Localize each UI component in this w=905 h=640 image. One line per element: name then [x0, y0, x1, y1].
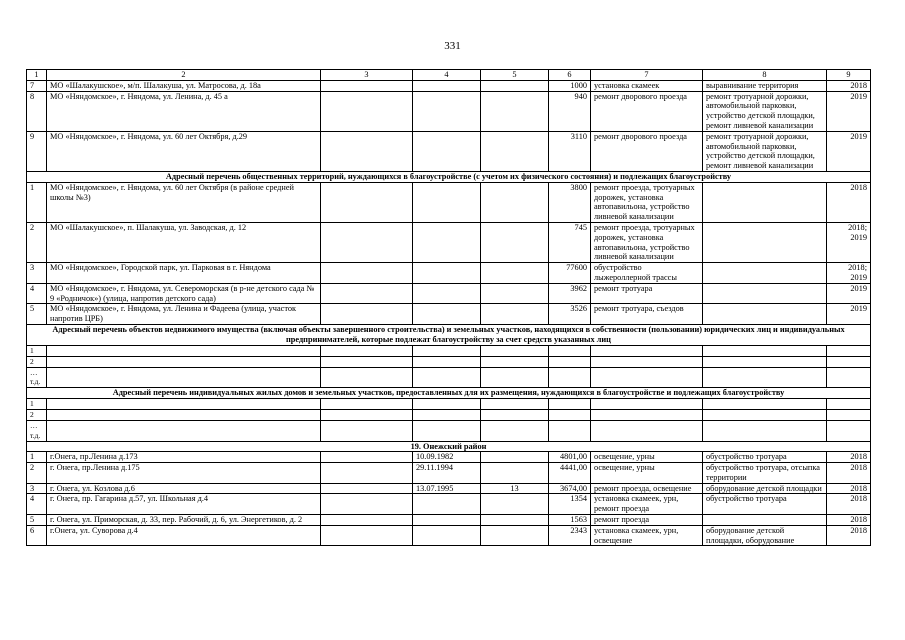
- table-cell: МО «Шалакушское», м/п. Шалакуша, ул. Матросова, д. 18а: [47, 80, 321, 91]
- column-number: 6: [549, 70, 591, 81]
- table-cell: [321, 525, 413, 546]
- table-cell: 2018: [827, 525, 871, 546]
- table-cell: 2018: [827, 483, 871, 494]
- table-cell: [481, 525, 549, 546]
- column-number: 3: [321, 70, 413, 81]
- table-cell: [413, 283, 481, 304]
- table-cell: 2018: [827, 182, 871, 222]
- table-cell: 2019: [827, 91, 871, 131]
- table-cell: [481, 263, 549, 284]
- table-cell: [321, 463, 413, 484]
- table-cell: 3674,00: [549, 483, 591, 494]
- table-cell: 4441,00: [549, 463, 591, 484]
- table-cell: 13.07.1995: [413, 483, 481, 494]
- table-cell: [321, 263, 413, 284]
- table-cell: МО «Шалакушское», п. Шалакуша, ул. Заводская, д. 12: [47, 222, 321, 262]
- table-cell: …т.д.: [27, 420, 47, 441]
- table-cell: 4801,00: [549, 452, 591, 463]
- table-cell: [413, 356, 481, 367]
- table-cell: 13: [481, 483, 549, 494]
- table-cell: [47, 398, 321, 409]
- table-cell: [703, 222, 827, 262]
- empty-row: [27, 409, 871, 420]
- table-cell: [481, 182, 549, 222]
- table-cell: [703, 263, 827, 284]
- table-cell: 1: [27, 398, 47, 409]
- table-cell: [413, 222, 481, 262]
- table-cell: [827, 356, 871, 367]
- table-cell: [413, 91, 481, 131]
- table-cell: ремонт проезда, тротуарных дорожек, установка автопавильона, устройство ливневой канализации: [591, 222, 703, 262]
- section-heading-row: [27, 171, 871, 182]
- table-cell: 3962: [549, 283, 591, 304]
- table-row: [27, 483, 871, 494]
- table-row: [27, 222, 871, 262]
- table-cell: [321, 283, 413, 304]
- table-cell: 3110: [549, 131, 591, 171]
- table-cell: [591, 398, 703, 409]
- table-cell: 10.09.1982: [413, 452, 481, 463]
- table-row: [27, 463, 871, 484]
- table-cell: [481, 131, 549, 171]
- section-heading: Адресный перечень индивидуальных жилых домов и земельных участков, предоставленных для их размещения, нуждающихся в благоустройстве и подлежащих благоустройству: [27, 388, 871, 399]
- column-number: 1: [27, 70, 47, 81]
- table-cell: [481, 515, 549, 526]
- table-cell: [47, 409, 321, 420]
- column-number: 2: [47, 70, 321, 81]
- table-cell: [827, 345, 871, 356]
- table-cell: г. Онега, пр. Гагарина д.57, ул. Школьная д.4: [47, 494, 321, 515]
- table-cell: [321, 182, 413, 222]
- table-cell: [827, 409, 871, 420]
- table-cell: 6: [27, 525, 47, 546]
- column-number: 5: [481, 70, 549, 81]
- table-cell: МО «Няндомское», Городской парк, ул. Парковая в г. Няндома: [47, 263, 321, 284]
- table-cell: [321, 367, 413, 388]
- table-cell: [703, 182, 827, 222]
- section-heading: 19. Онежский район: [27, 441, 871, 452]
- empty-row: [27, 398, 871, 409]
- table-cell: МО «Няндомское», г. Няндома, ул. 60 лет Октября, д.29: [47, 131, 321, 171]
- table-cell: [481, 356, 549, 367]
- empty-row: [27, 367, 871, 388]
- table-cell: [549, 367, 591, 388]
- table-cell: г. Онега, ул. Приморская, д. 33, пер. Рабочий, д. 6, ул. Энергетиков, д. 2: [47, 515, 321, 526]
- table-cell: установка скамеек: [591, 80, 703, 91]
- table-row: [27, 452, 871, 463]
- table-cell: [481, 367, 549, 388]
- table-cell: выравнивание территория: [703, 80, 827, 91]
- table-cell: [413, 409, 481, 420]
- table-row: [27, 304, 871, 325]
- table-cell: 9: [27, 131, 47, 171]
- table-cell: 1000: [549, 80, 591, 91]
- table-cell: установка скамеек, урн, освещение: [591, 525, 703, 546]
- table-cell: обустройство тротуара, отсыпка территории: [703, 463, 827, 484]
- section-heading-row: [27, 441, 871, 452]
- column-number: 4: [413, 70, 481, 81]
- improvement-table: [26, 69, 871, 546]
- table-cell: [549, 345, 591, 356]
- section-heading: Адресный перечень общественных территорий, нуждающихся в благоустройстве (с учетом их физического состояния) и подлежащих благоустройству: [27, 171, 871, 182]
- table-cell: ремонт тротуарной дорожки, автомобильной парковки, устройство детской площадки, ремонт ливневой канализации: [703, 131, 827, 171]
- column-number-row: [27, 70, 871, 81]
- table-cell: ремонт тротуара, съездов: [591, 304, 703, 325]
- table-cell: [481, 345, 549, 356]
- table-cell: [47, 420, 321, 441]
- table-cell: 1354: [549, 494, 591, 515]
- table-cell: 3: [27, 483, 47, 494]
- table-cell: оборудование детской площадки: [703, 483, 827, 494]
- table-cell: [827, 398, 871, 409]
- table-cell: г.Онега, пр.Ленина д.173: [47, 452, 321, 463]
- table-cell: 2019: [827, 304, 871, 325]
- table-cell: [481, 420, 549, 441]
- table-cell: [47, 345, 321, 356]
- table-cell: [321, 131, 413, 171]
- table-cell: [549, 356, 591, 367]
- table-cell: 3: [27, 263, 47, 284]
- table-cell: 2018: [827, 515, 871, 526]
- table-cell: освещение, урны: [591, 463, 703, 484]
- table-cell: [703, 283, 827, 304]
- section-heading: Адресный перечень объектов недвижимого имущества (включая объекты завершенного строительства) и земельных участков, находящихся в собственности (пользовании) юридических лиц и индивидуальных предпринимателей, которые подлежат благоустройству за счет средств указанных лиц: [27, 324, 871, 345]
- table-cell: [47, 367, 321, 388]
- table-cell: 3526: [549, 304, 591, 325]
- table-row: [27, 525, 871, 546]
- table-cell: 1: [27, 452, 47, 463]
- table-cell: [481, 80, 549, 91]
- table-cell: [481, 494, 549, 515]
- table-cell: ремонт тротуара: [591, 283, 703, 304]
- table-cell: [481, 452, 549, 463]
- table-cell: МО «Няндомское», г. Няндома, ул. 60 лет Октября (в районе средней школы №3): [47, 182, 321, 222]
- table-cell: 2018; 2019: [827, 222, 871, 262]
- table-cell: 2018: [827, 80, 871, 91]
- page-number: 331: [444, 40, 461, 52]
- table-cell: [703, 398, 827, 409]
- table-cell: [703, 345, 827, 356]
- table-cell: оборудование детской площадки, оборудование: [703, 525, 827, 546]
- table-cell: [413, 345, 481, 356]
- table-cell: [413, 398, 481, 409]
- table-cell: 1: [27, 182, 47, 222]
- table-cell: 1: [27, 345, 47, 356]
- table-cell: [413, 263, 481, 284]
- table-cell: [321, 356, 413, 367]
- table-cell: [413, 367, 481, 388]
- table-cell: 8: [27, 91, 47, 131]
- table-cell: 2: [27, 463, 47, 484]
- table-cell: [321, 80, 413, 91]
- table-cell: обустройство тротуара: [703, 494, 827, 515]
- table-cell: 2018: [827, 494, 871, 515]
- table-cell: 5: [27, 515, 47, 526]
- table-row: [27, 263, 871, 284]
- table-cell: [591, 420, 703, 441]
- table-cell: [321, 515, 413, 526]
- table-row: [27, 182, 871, 222]
- table-cell: 2: [27, 222, 47, 262]
- table-cell: г.Онега, ул. Суворова д.4: [47, 525, 321, 546]
- table-row: [27, 283, 871, 304]
- table-cell: [47, 356, 321, 367]
- table-cell: [321, 345, 413, 356]
- table-cell: г. Онега, пр.Ленина д.175: [47, 463, 321, 484]
- table-cell: ремонт проезда, тротуарных дорожек, установка автопавильона, устройство ливневой канализации: [591, 182, 703, 222]
- table-cell: 745: [549, 222, 591, 262]
- table-cell: [703, 304, 827, 325]
- table-cell: [591, 356, 703, 367]
- table-cell: ремонт дворового проезда: [591, 131, 703, 171]
- section-heading-row: [27, 324, 871, 345]
- table-cell: [703, 367, 827, 388]
- table-cell: 2018: [827, 452, 871, 463]
- table-cell: МО «Няндомское», г. Няндома, ул. Североморская (в р-не детского сада № 9 «Родничок») (улица, напротив детского сада): [47, 283, 321, 304]
- table-cell: [413, 420, 481, 441]
- table-cell: [481, 409, 549, 420]
- table-cell: [321, 409, 413, 420]
- column-number: 9: [827, 70, 871, 81]
- table-cell: [321, 420, 413, 441]
- table-cell: [481, 463, 549, 484]
- table-cell: [321, 304, 413, 325]
- table-cell: 2: [27, 409, 47, 420]
- table-cell: [413, 182, 481, 222]
- table-cell: установка скамеек, урн, ремонт проезда: [591, 494, 703, 515]
- table-cell: [549, 398, 591, 409]
- table-cell: ремонт дворового проезда: [591, 91, 703, 131]
- table-cell: 2019: [827, 283, 871, 304]
- empty-row: [27, 345, 871, 356]
- table-cell: 1563: [549, 515, 591, 526]
- table-cell: 3800: [549, 182, 591, 222]
- table-cell: ремонт проезда: [591, 515, 703, 526]
- table-cell: [321, 222, 413, 262]
- table-cell: 2018; 2019: [827, 263, 871, 284]
- table-cell: [481, 398, 549, 409]
- table-cell: МО «Няндомское», г. Няндома, ул. Ленина и Фадеева (улица, участок напротив ЦРБ): [47, 304, 321, 325]
- table-cell: 2019: [827, 131, 871, 171]
- empty-row: [27, 420, 871, 441]
- table-cell: …т.д.: [27, 367, 47, 388]
- table-cell: МО «Няндомское», г. Няндома, ул. Ленина, д. 45 а: [47, 91, 321, 131]
- table-cell: [321, 91, 413, 131]
- table-cell: [413, 525, 481, 546]
- table-cell: обустройство лыжероллерной трассы: [591, 263, 703, 284]
- table-cell: [591, 345, 703, 356]
- table-cell: обустройство тротуара: [703, 452, 827, 463]
- table-cell: [321, 398, 413, 409]
- table-cell: 29.11.1994: [413, 463, 481, 484]
- column-number: 8: [703, 70, 827, 81]
- table-cell: 940: [549, 91, 591, 131]
- table-cell: [481, 283, 549, 304]
- table-cell: ремонт проезда, освещение: [591, 483, 703, 494]
- table-cell: 7: [27, 80, 47, 91]
- table-cell: [703, 515, 827, 526]
- table-cell: [481, 222, 549, 262]
- table-cell: 77600: [549, 263, 591, 284]
- table-cell: 2343: [549, 525, 591, 546]
- table-cell: [321, 494, 413, 515]
- table-row: [27, 515, 871, 526]
- table-cell: [413, 494, 481, 515]
- table-cell: [481, 91, 549, 131]
- table-cell: [413, 80, 481, 91]
- empty-row: [27, 356, 871, 367]
- table-cell: освещение, урны: [591, 452, 703, 463]
- table-cell: г. Онега, ул. Козлова д.6: [47, 483, 321, 494]
- table-row: [27, 494, 871, 515]
- table-row: [27, 131, 871, 171]
- table-cell: 2: [27, 356, 47, 367]
- table-cell: [549, 409, 591, 420]
- table-cell: [481, 304, 549, 325]
- table-cell: [703, 409, 827, 420]
- section-heading-row: [27, 388, 871, 399]
- table-cell: [591, 367, 703, 388]
- table-cell: [827, 420, 871, 441]
- table-cell: [591, 409, 703, 420]
- table-row: [27, 80, 871, 91]
- table-cell: 4: [27, 283, 47, 304]
- table-cell: ремонт тротуарной дорожки, автомобильной парковки, устройство детской площадки, ремонт ливневой канализации: [703, 91, 827, 131]
- table-cell: 2018: [827, 463, 871, 484]
- table-cell: [703, 420, 827, 441]
- column-number: 7: [591, 70, 703, 81]
- table-cell: [413, 304, 481, 325]
- table-cell: [827, 367, 871, 388]
- table-cell: 4: [27, 494, 47, 515]
- table-cell: [703, 356, 827, 367]
- table-cell: [413, 131, 481, 171]
- table-cell: [321, 483, 413, 494]
- table-cell: [549, 420, 591, 441]
- table-cell: 5: [27, 304, 47, 325]
- table-row: [27, 91, 871, 131]
- table-cell: [413, 515, 481, 526]
- table-cell: [321, 452, 413, 463]
